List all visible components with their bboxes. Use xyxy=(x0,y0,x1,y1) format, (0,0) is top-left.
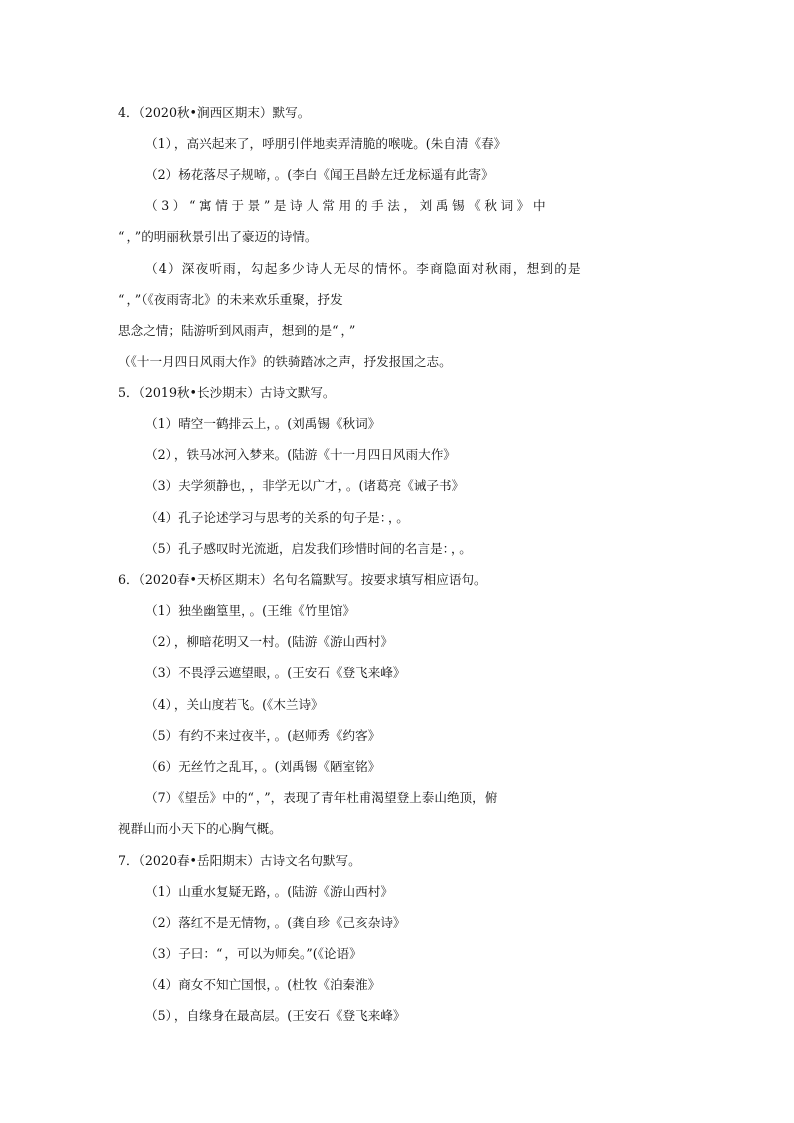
q5-item-1 xyxy=(0,414,794,434)
q6-item-7-tail: ”，表现了青年杜甫渴望登上泰山绝顶，俯 xyxy=(264,790,498,805)
q4-item-2 xyxy=(0,165,794,185)
q6-item-4-prefix: （4） xyxy=(145,697,172,712)
q6-item-5-source: 。(赵师秀《约客》 xyxy=(274,728,381,743)
q5-item-4 xyxy=(0,508,794,528)
q7-item-4-source: 。(杜牧《泊秦淮》 xyxy=(274,977,381,992)
q4-item-4-line-1 xyxy=(0,259,794,279)
q5-item-5 xyxy=(0,539,794,559)
q5-item-1-text: （1）晴空一鹤排云上， xyxy=(145,416,273,431)
q7-item-3-text: （3）子曰：“ xyxy=(145,946,223,961)
q5-item-2-prefix: （2） xyxy=(145,447,172,462)
q6-item-7-line-2 xyxy=(0,819,794,839)
q5-item-4-comma: ， xyxy=(388,510,395,525)
q4-item-1-prefix: （1） xyxy=(145,136,172,151)
q4-header xyxy=(0,103,794,123)
q6-item-7 xyxy=(0,788,794,808)
q7-item-5 xyxy=(0,1006,794,1026)
q7-item-2 xyxy=(0,913,794,933)
q4-item-4-comma: ， xyxy=(126,292,133,307)
q7-item-4-text: （4）商女不知亡国恨， xyxy=(145,977,273,992)
q7-header xyxy=(0,851,794,871)
q4-item-4-tail: ”（《夜雨寄北》的未来欢乐重聚，抒发 xyxy=(134,292,343,307)
q7-item-1-text: （1）山重水复疑无路， xyxy=(145,884,273,899)
q5-item-3 xyxy=(0,476,794,496)
q6-item-4 xyxy=(0,695,794,715)
q4-header-text: 4．（2020秋•涧西区期末）默写。 xyxy=(118,105,311,120)
q4-item-1 xyxy=(0,134,794,154)
q4-item-3-open-quote: “ xyxy=(118,229,125,244)
q4-item-2-text: （2）杨花落尽子规啼， xyxy=(145,167,273,182)
q6-item-6-source: 。(刘禹锡《陋室铭》 xyxy=(262,759,381,774)
q7-item-4 xyxy=(0,975,794,995)
q4-item-2-source: 。(李白《闻王昌龄左迁龙标遥有此寄》 xyxy=(274,167,494,182)
q7-item-2-text: （2）落红不是无情物， xyxy=(145,915,273,930)
q4-item-4-open-quote: “ xyxy=(118,292,125,307)
q4-item-3-line-2 xyxy=(0,227,794,247)
q5-item-4-text: （4）孔子论述学习与思考的关系的句子是： xyxy=(145,510,386,525)
q6-item-1-source: 。(王维《竹里馆》 xyxy=(249,603,356,618)
q4-item-3-line-1 xyxy=(0,196,794,216)
q4-item-4-line-2 xyxy=(0,290,794,310)
q7-item-3 xyxy=(0,944,794,964)
q5-item-2-text: ，铁马冰河入梦来。(陆游《十一月四日风雨大作》 xyxy=(173,447,456,462)
q7-item-5-prefix: （5） xyxy=(145,1008,172,1023)
q4-item-3-tail: ”的明丽秋景引出了豪迈的诗情。 xyxy=(134,229,318,244)
q6-item-4-text: ，关山度若飞。(《木兰诗》 xyxy=(173,697,324,712)
q6-item-2-text: ，柳暗花明又一村。(陆游《游山西村》 xyxy=(173,634,393,649)
q4-item-4-line-4 xyxy=(0,352,794,372)
q7-item-1 xyxy=(0,882,794,902)
q6-item-6-text: （6）无丝竹之乱耳， xyxy=(145,759,261,774)
q6-header xyxy=(0,570,794,590)
q6-item-1 xyxy=(0,601,794,621)
q6-item-6 xyxy=(0,757,794,777)
q4-item-4-close-quote: ” xyxy=(348,323,356,338)
q5-item-3-text: （3）夫学须静也， xyxy=(145,478,248,493)
q4-item-3-text: （3）“寓情于景”是诗人常用的手法，刘禹锡《秋词》中 xyxy=(145,198,550,213)
q5-item-5-period: 。 xyxy=(459,541,472,556)
q7-item-5-text: ，自缘身在最高层。(王安石《登飞来峰》 xyxy=(173,1008,406,1023)
q5-header-text: 5．（2019秋•长沙期末）古诗文默写。 xyxy=(118,385,336,400)
q5-item-5-comma: ， xyxy=(450,541,458,556)
q6-item-7-comma: ， xyxy=(255,790,263,805)
q4-item-1-text: ，高兴起来了，呼朋引伴地卖弄清脆的喉咙。(朱自清《春》 xyxy=(173,136,507,151)
q6-item-2-prefix: （2） xyxy=(145,634,172,649)
q6-header-text: 6．（2020春•天桥区期末）名句名篇默写。按要求填写相应语句。 xyxy=(118,572,487,587)
q6-item-3-source: 。(王安石《登飞来峰》 xyxy=(274,665,406,680)
q6-item-3-text: （3）不畏浮云遮望眼， xyxy=(145,665,273,680)
q4-item-4-text: （4）深夜听雨，勾起多少诗人无尽的情怀。李商隐面对秋雨，想到的是 xyxy=(145,261,582,276)
q4-item-4-text-2: 思念之情；陆游听到风雨声，想到的是“ xyxy=(118,323,339,338)
q4-item-4-line-3 xyxy=(0,321,794,341)
q5-item-1-source: 。(刘禹锡《秋词》 xyxy=(274,416,381,431)
q4-item-3-comma: ， xyxy=(126,229,133,244)
q7-item-2-source: 。(龚自珍《己亥杂诗》 xyxy=(274,915,406,930)
q5-item-4-period: 。 xyxy=(396,510,409,525)
q5-item-3-source: 。(诸葛亮《诫子书》 xyxy=(345,478,465,493)
q6-item-7-tail-2: 视群山而小天下的心胸气概。 xyxy=(118,821,282,836)
q7-item-1-source: 。(陆游《游山西村》 xyxy=(274,884,393,899)
q6-item-5 xyxy=(0,726,794,746)
q4-item-4-comma-2: ， xyxy=(340,323,347,338)
q6-item-5-text: （5）有约不来过夜半， xyxy=(145,728,273,743)
q7-item-3-tail: ，可以为师矣。”(《论语》 xyxy=(224,946,362,961)
q6-item-7-text: （7）《望岳》中的“ xyxy=(145,790,254,805)
q6-item-1-text: （1）独坐幽篁里， xyxy=(145,603,248,618)
q6-item-3 xyxy=(0,663,794,683)
q5-item-5-text: （5）孔子感叹时光流逝，启发我们珍惜时间的名言是： xyxy=(145,541,449,556)
q5-item-3-text-2: ，非学无以广才， xyxy=(249,478,344,493)
q4-item-4-tail-2: （《十一月四日风雨大作》的铁骑踏冰之声，抒发报国之志。 xyxy=(118,354,452,369)
q7-header-text: 7．（2020春•岳阳期末）古诗文名句默写。 xyxy=(118,853,361,868)
q6-item-2 xyxy=(0,632,794,652)
q5-header xyxy=(0,383,794,403)
q5-item-2 xyxy=(0,445,794,465)
